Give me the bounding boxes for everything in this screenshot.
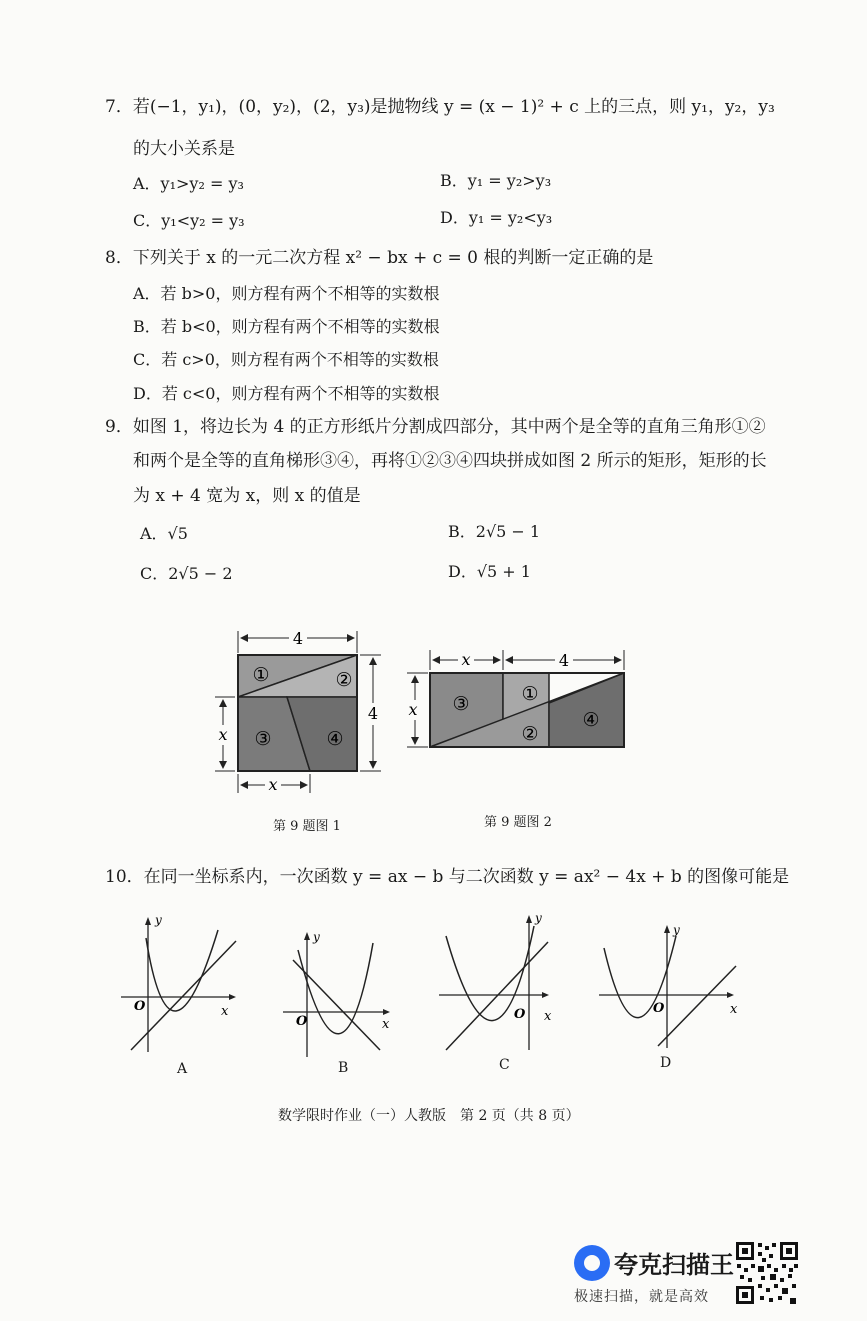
q9-option-d: D．√5 + 1 xyxy=(448,562,531,581)
graph-a-y-label: y xyxy=(155,913,162,927)
fig1-caption: 第 9 题图 1 xyxy=(273,819,341,834)
graph-c-x-label: x xyxy=(544,1009,552,1024)
fig2-left-dim: x xyxy=(408,700,418,719)
graph-d-label: D xyxy=(660,1055,672,1071)
fig2-top-left-dim: x xyxy=(461,650,471,669)
graph-b-x-label: x xyxy=(382,1017,390,1032)
fig2-label-4: ④ xyxy=(582,709,600,731)
q9-stem-line3: 为 x + 4 宽为 x，则 x 的值是 xyxy=(133,486,361,506)
fig2-caption: 第 9 题图 2 xyxy=(484,815,552,830)
q9-figure-1 xyxy=(205,625,395,800)
graph-a-x-label: x xyxy=(221,1004,229,1019)
q7-option-b: B．y₁ = y₂>y₃ xyxy=(440,171,552,190)
graph-a-label: A xyxy=(177,1061,188,1077)
q7-option-d: D．y₁ = y₂<y₃ xyxy=(440,208,553,227)
scanner-slogan: 极速扫描，就是高效 xyxy=(574,1289,709,1305)
fig1-label-1: ① xyxy=(252,664,270,686)
fig2-label-1: ① xyxy=(521,683,539,705)
page-footer: 数学限时作业（一）人教版 第 2 页（共 8 页） xyxy=(278,1108,580,1124)
q7-stem-line2: 的大小关系是 xyxy=(133,139,235,159)
graph-a-origin: O xyxy=(134,999,146,1014)
q9-option-a: A．√5 xyxy=(140,524,188,543)
q9-stem-line2: 和两个是全等的直角梯形③④，再将①②③④四块拼成如图 2 所示的矩形，矩形的长 xyxy=(133,451,767,471)
q8-option-c: C．若 c>0，则方程有两个不相等的实数根 xyxy=(133,350,439,369)
fig1-label-3: ③ xyxy=(254,728,272,750)
fig2-label-2: ② xyxy=(521,723,539,745)
q10-graph-b xyxy=(280,925,400,1065)
fig1-label-2: ② xyxy=(335,669,353,691)
q7-stem-line1: 7．若(−1，y₁)，(0，y₂)，(2，y₃)是抛物线 y = (x − 1)² + c 上的三点，则 y₁，y₂，y₃ xyxy=(105,97,775,117)
q9-option-b: B．2√5 − 1 xyxy=(448,522,541,541)
fig2-label-3: ③ xyxy=(452,693,470,715)
graph-c-origin: O xyxy=(514,1007,526,1022)
q10-graph-d xyxy=(596,918,746,1053)
q8-stem: 8．下列关于 x 的一元二次方程 x² − bx + c = 0 根的判断一定正确的是 xyxy=(105,248,654,268)
q9-stem-line1: 9．如图 1，将边长为 4 的正方形纸片分割成四部分，其中两个是全等的直角三角形①② xyxy=(105,417,766,437)
scanner-brand: 夸克扫描王 xyxy=(614,1251,734,1279)
graph-b-y-label: y xyxy=(313,930,320,944)
q8-option-b: B．若 b<0，则方程有两个不相等的实数根 xyxy=(133,317,440,336)
graph-d-x-label: x xyxy=(730,1002,738,1017)
fig2-top-right-dim: 4 xyxy=(558,651,570,670)
graph-d-origin: O xyxy=(653,1001,665,1016)
q10-graph-a xyxy=(118,910,248,1060)
q7-option-a: A．y₁>y₂ = y₃ xyxy=(133,174,244,193)
q10-graph-c xyxy=(436,908,561,1058)
graph-b-label: B xyxy=(338,1060,349,1076)
fig1-left-dim: x xyxy=(218,725,228,744)
q8-option-d: D．若 c<0，则方程有两个不相等的实数根 xyxy=(133,384,440,403)
q8-option-a: A．若 b>0，则方程有两个不相等的实数根 xyxy=(133,284,440,303)
fig1-top-dim: 4 xyxy=(292,629,304,648)
q7-option-c: C．y₁<y₂ = y₃ xyxy=(133,211,245,230)
qr-code xyxy=(734,1240,800,1306)
q9-figure-2 xyxy=(403,648,635,758)
graph-c-label: C xyxy=(499,1057,510,1073)
fig1-bottom-dim: x xyxy=(268,775,278,794)
fig1-label-4: ④ xyxy=(326,728,344,750)
fig1-right-dim: 4 xyxy=(367,704,379,723)
q9-option-c: C．2√5 − 2 xyxy=(140,564,233,583)
q10-stem: 10．在同一坐标系内，一次函数 y = ax − b 与二次函数 y = ax² − 4x + b 的图像可能是 xyxy=(105,867,790,887)
graph-c-y-label: y xyxy=(535,911,542,925)
scanner-logo-inner xyxy=(584,1255,600,1271)
graph-b-origin: O xyxy=(296,1014,308,1029)
graph-d-y-label: y xyxy=(673,923,680,937)
